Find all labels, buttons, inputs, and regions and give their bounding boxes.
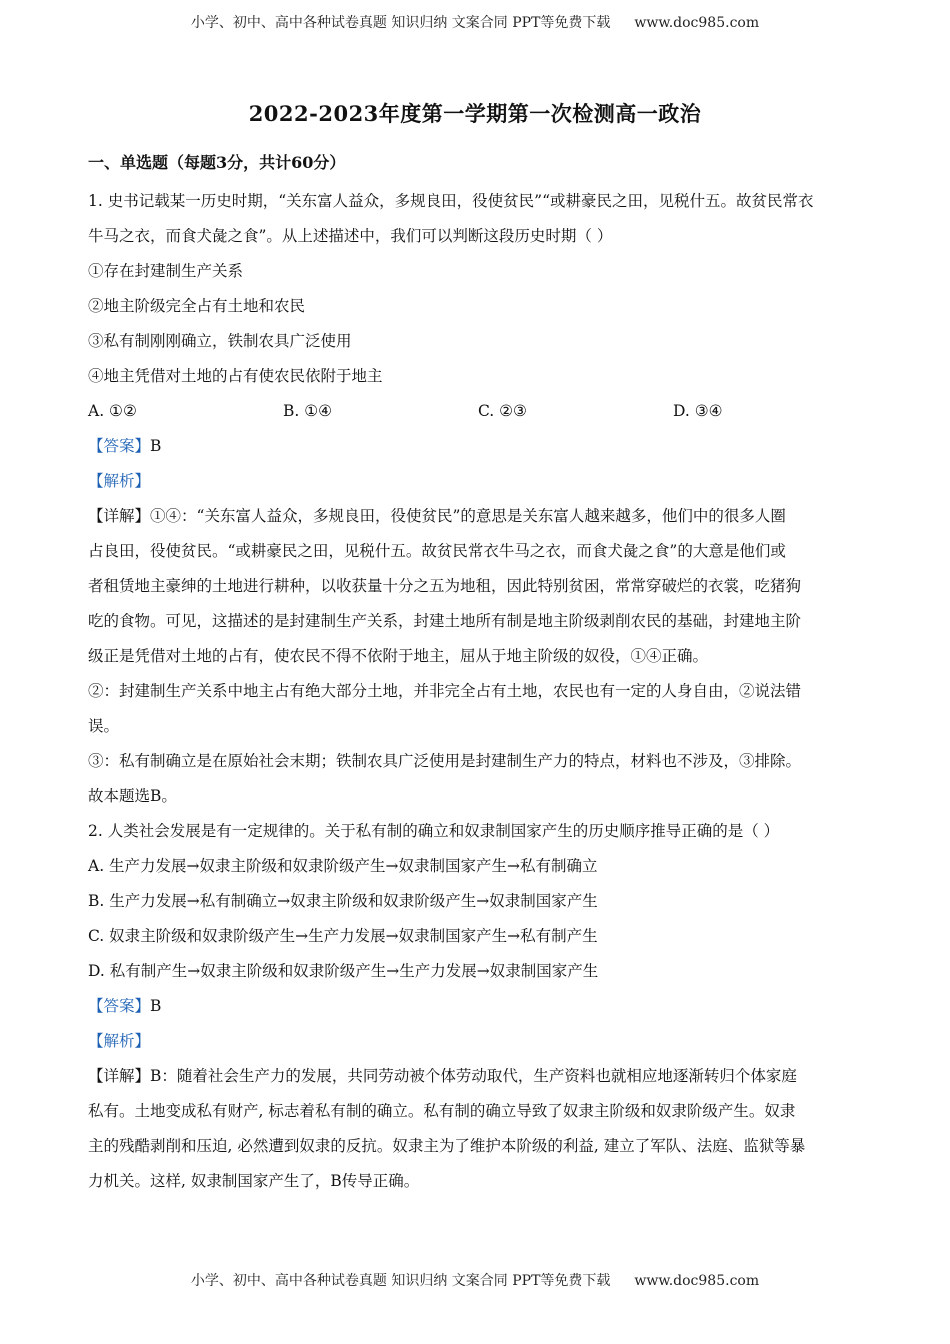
footer-text: 小学、初中、高中各种试卷真题 知识归纳 文案合同 PPT等免费下载 [190, 1273, 611, 1289]
q2-option-a: A. 生产力发展→奴隶主阶级和奴隶阶级产生→奴隶制国家产生→私有制确立 [88, 857, 598, 875]
q1-detail-line-7: 误。 [88, 717, 120, 735]
q2-option-c: C. 奴隶主阶级和奴隶阶级产生→生产力发展→奴隶制国家产生→私有制产生 [88, 927, 598, 945]
q1-detail-tag: 【详解】 [88, 507, 151, 525]
page-footer [0, 1270, 950, 1290]
q2-option-b: B. 生产力发展→私有制确立→奴隶主阶级和奴隶阶级产生→奴隶制国家产生 [88, 892, 598, 910]
q2-analysis-tag: 【解析】 [88, 1032, 151, 1050]
q2-detail-line-3: 主的残酷剥削和压迫, 必然遭到奴隶的反抗。奴隶主为了维护本阶级的利益, 建立了军队、法庭、监狱等暴 [88, 1137, 806, 1155]
q1-analysis [88, 464, 868, 499]
q1-stem-line1: 1. 史书记载某一历史时期，“关东富人益众，多规良田，役使贫民”“或耕豪民之田，见税什五。故贫民常衣 [88, 192, 814, 210]
q1-item-3: ③私有制刚刚确立，铁制农具广泛使用 [88, 332, 352, 350]
q1-option-a: A. ①② [88, 402, 137, 420]
q1-item-4: ④地主凭借对土地的占有使农民依附于地主 [88, 367, 383, 385]
q2-detail-tag: 【详解】 [88, 1067, 151, 1085]
q2-answer-tag: 【答案】 [88, 997, 151, 1015]
page-header [0, 12, 950, 32]
footer-url[interactable]: www.doc985.com [634, 1273, 760, 1289]
q1-answer [88, 429, 868, 464]
header-url[interactable]: www.doc985.com [634, 15, 760, 31]
q1-detail-line [88, 499, 868, 534]
page-title: 2022-2023年度第一学期第一次检测高一政治 [248, 101, 702, 126]
document-body [88, 150, 868, 1199]
q2-option-d: D. 私有制产生→奴隶主阶级和奴隶阶级产生→生产力发展→奴隶制国家产生 [88, 962, 599, 980]
q1-detail-line-6: ②：封建制生产关系中地主占有绝大部分土地，并非完全占有土地，农民也有一定的人身自由，②说法错 [88, 682, 802, 700]
q1-detail-line-1: ①④：“关东富人益众，多规良田，役使贫民”的意思是关东富人越来越多，他们中的很多人圈 [150, 507, 786, 525]
q1-option-d: D. ③④ [673, 402, 723, 420]
section-heading: 一、单选题（每题3分，共计60分） [88, 153, 346, 172]
q1-analysis-tag: 【解析】 [88, 472, 151, 490]
q1-options [88, 394, 868, 429]
q1-stem-line2: 牛马之衣，而食犬彘之食”。从上述描述中，我们可以判断这段历史时期（ ） [88, 227, 613, 245]
q1-detail-line-2: 占良田，役使贫民。“或耕豪民之田，见税什五。故贫民常衣牛马之衣，而食犬彘之食”的大意是他们或 [88, 542, 786, 560]
q1-detail-line-4: 吃的食物。可见，这描述的是封建制生产关系，封建土地所有制是地主阶级剥削农民的基础，封建地主阶 [88, 612, 802, 630]
q1-detail-line-9: 故本题选B。 [88, 787, 177, 805]
q2-detail-line-1: B：随着社会生产力的发展，共同劳动被个体劳动取代，生产资料也就相应地逐渐转归个体家庭 [150, 1067, 797, 1085]
q1-answer-value: B [150, 437, 162, 455]
q1-detail-line-3: 者租赁地主豪绅的土地进行耕种，以收获量十分之五为地租，因此特别贫困，常常穿破烂的衣裳，吃猪狗 [88, 577, 802, 595]
q1-answer-tag: 【答案】 [88, 437, 151, 455]
q1-item-1: ①存在封建制生产关系 [88, 262, 244, 280]
q1-item-2: ②地主阶级完全占有土地和农民 [88, 297, 306, 315]
q2-stem: 2. 人类社会发展是有一定规律的。关于私有制的确立和奴隶制国家产生的历史顺序推导正确的是（ ） [88, 822, 780, 840]
q2-answer-value: B [150, 997, 162, 1015]
q2-detail-line-2: 私有。土地变成私有财产, 标志着私有制的确立。私有制的确立导致了奴隶主阶级和奴隶阶级产生。奴隶 [88, 1102, 796, 1120]
q1-option-c: C. ②③ [478, 402, 527, 420]
q2-detail-line [88, 1059, 868, 1094]
q1-detail-line-8: ③：私有制确立是在原始社会末期；铁制农具广泛使用是封建制生产力的特点，材料也不涉及，③排除。 [88, 752, 802, 770]
q2-analysis [88, 1024, 868, 1059]
q1-detail-line-5: 级正是凭借对土地的占有，使农民不得不依附于地主，屈从于地主阶级的奴役，①④正确。 [88, 647, 709, 665]
header-text: 小学、初中、高中各种试卷真题 知识归纳 文案合同 PPT等免费下载 [190, 15, 611, 31]
q2-answer [88, 989, 868, 1024]
q1-option-b: B. ①④ [283, 402, 333, 420]
q2-detail-line-4: 力机关。这样, 奴隶制国家产生了，B传导正确。 [88, 1172, 420, 1190]
